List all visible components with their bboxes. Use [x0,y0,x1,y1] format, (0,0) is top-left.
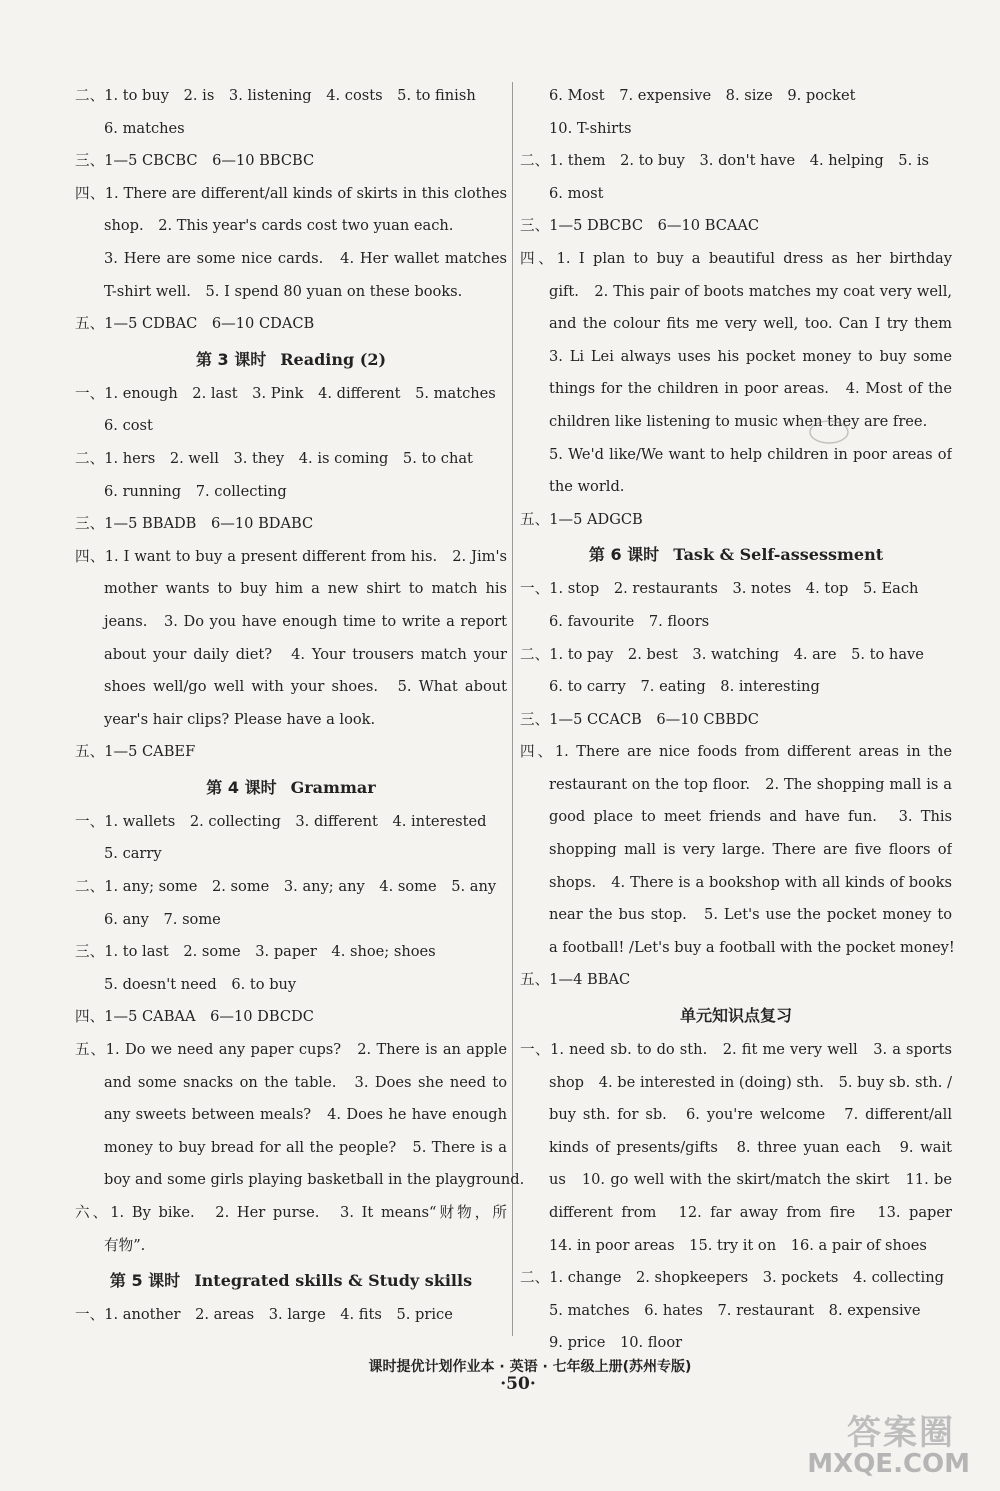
answer-line: and the colour fits me very well, too. Can I try them [549,315,952,333]
answer-line: us 10. go well with the skirt/match the skirt 11. be [549,1171,952,1189]
answer-line: about your daily diet? 4. Your trousers match your [104,645,507,663]
section-heading-title: Reading (2) [280,349,387,369]
answer-line: 9. price 10. floor [549,1334,683,1352]
answer-line: 四、1. I plan to buy a beautiful dress as her birthday [520,249,952,267]
watermark-logo [770,1403,970,1483]
section-heading-label: 第 6 课时 [588,545,660,565]
answer-line: 三、1—5 CCACB 6—10 CBBDC [520,710,759,728]
answer-line: 五、1—5 CDBAC 6—10 CDACB [75,315,315,333]
answer-line: 6. any 7. some [104,910,221,928]
section-heading-label: 第 5 课时 [109,1271,181,1291]
answer-line: near the bus stop. 5. Let's use the pocket money to [549,906,952,924]
section-heading [75,341,507,378]
section-heading [520,536,952,573]
answer-line: any sweets between meals? 4. Does he have enough [104,1106,507,1124]
answer-line: 6. favourite 7. floors [549,612,710,630]
answer-line: the world. [549,478,625,496]
answer-line: 五、1—5 ADGCB [520,510,643,528]
answer-line: 四、1—5 CABAA 6—10 DBCDC [75,1008,314,1026]
answer-line: 6. cost [104,417,153,435]
answer-line: 四、1. There are nice foods from different areas in the [520,743,952,761]
answer-line: 3. Li Lei always uses his pocket money to buy some [549,347,952,365]
section-heading [75,769,507,806]
answer-line: 6. most [549,184,604,202]
answer-line: T-shirt well. 5. I spend 80 yuan on these books. [104,282,463,300]
answer-line: 一、1. wallets 2. collecting 3. different 4. interested [75,812,487,830]
answer-line: 6. to carry 7. eating 8. interesting [549,678,820,696]
answer-line: 3. Here are some nice cards. 4. Her wallet matches [104,249,507,267]
left-column [75,80,525,1332]
answer-line: 二、1. any; some 2. some 3. any; any 4. some 5. any [75,878,497,896]
section-heading [75,1262,507,1299]
book-title: 课时提优计划作业本 · 英语 · 七年级上册(苏州专版) [368,1359,692,1375]
answer-line: 5. We'd like/We want to help children in poor areas of [549,445,952,463]
answer-line: 5. carry [104,845,162,863]
answer-line: 一、1. another 2. areas 3. large 4. fits 5. price [75,1306,453,1324]
answer-line: 一、1. stop 2. restaurants 3. notes 4. top 5. Each [520,580,919,598]
answer-line: 6. matches [104,119,185,137]
page-number: ·50· [500,1374,536,1394]
answer-line: 六、1. By bike. 2. Her purse. 3. It means“财物，所 [75,1204,507,1221]
section-heading-title: Grammar [290,777,376,797]
answer-line: 二、1. hers 2. well 3. they 4. is coming 5. to chat [75,449,473,467]
answer-line: 三、1—5 BBADB 6—10 BDABC [75,515,314,533]
answer-line: 6. Most 7. expensive 8. size 9. pocket [549,87,856,104]
answer-line: 三、1. to last 2. some 3. paper 4. shoe; shoes [75,943,436,961]
answer-line: 二、1. to buy 2. is 3. listening 4. costs 5. to finish [75,87,476,104]
answer-line: good place to meet friends and have fun. 3. This [549,808,952,826]
answer-line: a football! /Let's buy a football with the pocket money! [549,938,955,956]
section-heading-title: Integrated skills & Study skills [194,1271,473,1291]
column-divider [512,82,513,1336]
answer-line: money to buy bread for all the people? 5. There is a [104,1138,507,1156]
answer-line: 五、1—5 CABEF [75,743,196,761]
answer-line: 二、1. them 2. to buy 3. don't have 4. helping 5. is [520,152,930,170]
answer-line: shops. 4. There is a bookshop with all kinds of books [549,873,952,891]
answer-line: shop 4. be interested in (doing) sth. 5. buy sb. sth. / [549,1073,952,1091]
answer-line: 二、1. to pay 2. best 3. watching 4. are 5. to have [520,645,924,663]
answer-line: 一、1. enough 2. last 3. Pink 4. different 5. matches [75,384,496,402]
answer-line: boy and some girls playing basketball in the playground. [104,1171,525,1189]
section-heading-label: 第 4 课时 [206,777,277,797]
answer-line: 有物”. [104,1236,146,1254]
answer-line: year's hair clips? Please have a look. [104,710,376,728]
right-column [520,80,955,1360]
answer-line: different from 12. far away from fire 13. paper [549,1204,952,1221]
answer-line: 5. doesn't need 6. to buy [104,975,297,993]
answer-line: and some snacks on the table. 3. Does she need to [104,1073,507,1091]
answer-line: things for the children in poor areas. 4. Most of the [549,380,952,398]
section-heading-title: Task & Self-assessment [673,545,884,565]
answer-line: restaurant on the top floor. 2. The shopping mall is a [549,775,952,793]
answer-line: 10. T-shirts [549,119,632,137]
watermark-url: MXQE.COM [807,1449,970,1479]
answer-line: buy sth. for sb. 6. you're welcome 7. different/all [549,1106,952,1124]
stamp-mark [808,418,850,446]
answer-line: 四、1. I want to buy a present different from his. 2. Jim's [75,547,507,565]
section-heading-label: 第 3 课时 [195,349,267,369]
answer-line: children like listening to music when they are free. [549,412,928,430]
answer-line: jeans. 3. Do you have enough time to write a report [104,612,507,630]
section-heading-label: 单元知识点复习 [679,1006,792,1026]
answer-line: kinds of presents/gifts 8. three yuan each 9. wait [549,1138,952,1156]
answer-line: 14. in poor areas 15. try it on 16. a pair of shoes [549,1236,927,1254]
answer-line: gift. 2. This pair of boots matches my coat very well, [549,282,952,300]
answer-line: shoes well/go well with your shoes. 5. What about [104,678,507,696]
answer-line: 四、1. There are different/all kinds of skirts in this clothes [75,184,507,202]
answer-line: 三、1—5 CBCBC 6—10 BBCBC [75,152,315,170]
answer-line: mother wants to buy him a new shirt to match his [104,580,507,598]
answer-line: 五、1—4 BBAC [520,971,631,989]
section-heading [520,997,952,1034]
answer-line: shop. 2. This year's cards cost two yuan each. [104,217,454,235]
answer-line: 一、1. need sb. to do sth. 2. fit me very well 3. a sports [520,1041,952,1059]
answer-line: 二、1. change 2. shopkeepers 3. pockets 4. collecting [520,1269,944,1287]
watermark-logo-text: 答案圈 [847,1413,955,1453]
answer-line: shopping mall is very large. There are five floors of [549,841,952,859]
answer-line: 五、1. Do we need any paper cups? 2. There is an apple [75,1041,507,1059]
answer-line: 5. matches 6. hates 7. restaurant 8. expensive [549,1301,921,1319]
answer-line: 6. running 7. collecting [104,482,287,500]
answer-line: 三、1—5 DBCBC 6—10 BCAAC [520,217,760,235]
